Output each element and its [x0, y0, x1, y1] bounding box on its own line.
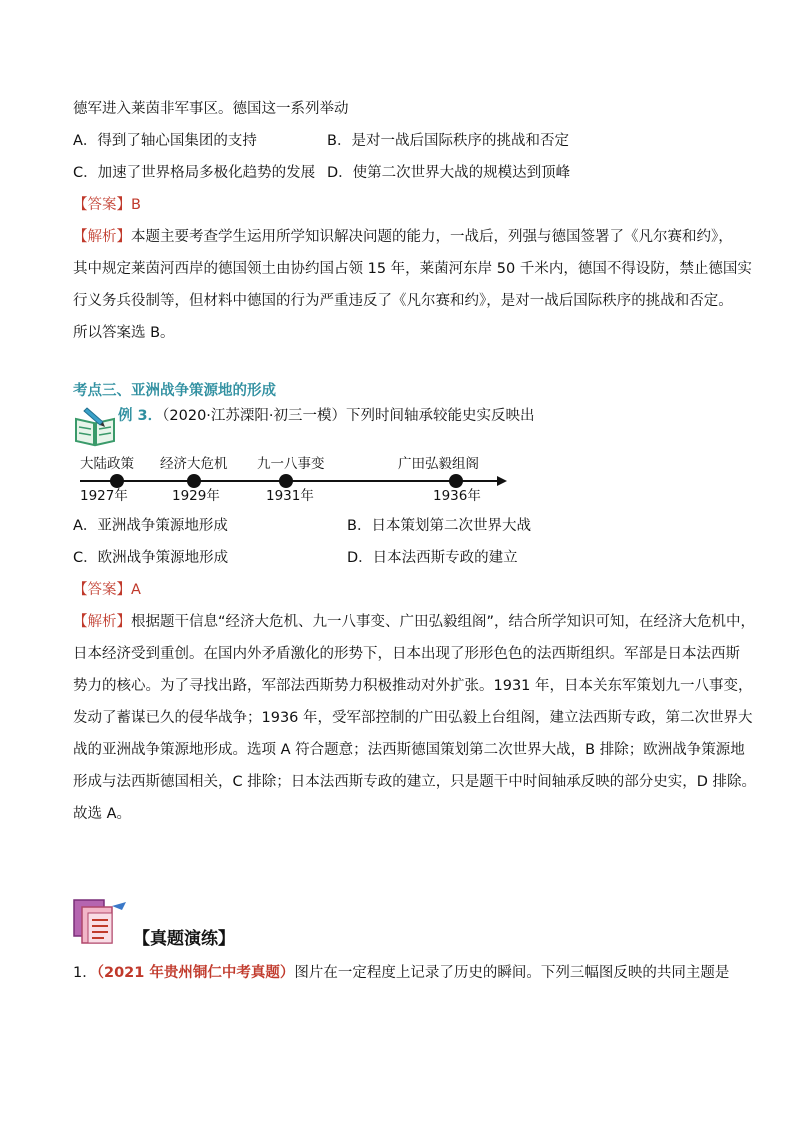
answer-label: 【答案】 — [73, 197, 131, 213]
analysis-line-3: 行义务兵役制等，但材料中德国的行为严重违反了《凡尔赛和约》，是对一战后国际秩序的挑战和否定。 — [73, 293, 733, 309]
question-stem: 图片在一定程度上记录了历史的瞬间。下列三幅图反映的共同主题是 — [294, 965, 730, 981]
analysis-label: 【解析】 — [73, 614, 131, 630]
question-source: （2021 年贵州铜仁中考真题） — [96, 965, 295, 981]
timeline-arrow — [497, 476, 507, 486]
analysis-line-4: 所以答案选 B。 — [73, 325, 175, 341]
intro-line: 德军进入莱茵非军事区。德国这一系列举动 — [73, 101, 349, 117]
analysis-line-1 — [73, 227, 733, 247]
timeline-dot-1931 — [279, 474, 293, 488]
example-stem — [118, 406, 535, 426]
option-b: B．是对一战后国际秩序的挑战和否定 — [327, 133, 569, 149]
timeline-dot-1929 — [187, 474, 201, 488]
analysis-line-6: 形成与法西斯德国相关，C 排除；日本法西斯专政的建立，只是题干中时间轴承反映的部分史实，D 排除。 — [73, 774, 757, 790]
practice-title: 【真题演练】 — [133, 929, 235, 949]
answer-row — [73, 580, 141, 600]
example-source: （2020·江苏溧阳·初三一模） — [162, 408, 347, 424]
analysis-label: 【解析】 — [73, 229, 131, 245]
timeline-year-label: 1936年 — [433, 488, 481, 504]
analysis-line-2: 日本经济受到重创。在国内外矛盾激化的形势下，日本出现了形形色色的法西斯组织。军部是日本法西斯 — [73, 646, 740, 662]
analysis-text: 本题主要考查学生运用所学知识解决问题的能力，一战后，列强与德国签署了《凡尔赛和约》， — [131, 229, 733, 245]
option-a: A．得到了轴心国集团的支持 — [73, 133, 257, 149]
option-c: C．加速了世界格局多极化趋势的发展 — [73, 165, 316, 181]
answer-label: 【答案】 — [73, 582, 131, 598]
answer-row — [73, 195, 141, 215]
option-c: C．欧洲战争策源地形成 — [73, 550, 229, 566]
section-title: 考点三、亚洲战争策源地的形成 — [73, 383, 276, 399]
example-question: 下列时间轴承较能史实反映出 — [346, 408, 535, 424]
book-pencil-icon — [73, 405, 117, 447]
timeline-year-label: 1927年 — [80, 488, 128, 504]
option-a: A．亚洲战争策源地形成 — [73, 518, 228, 534]
document-stack-icon — [72, 898, 132, 948]
answer-value: A — [131, 582, 141, 598]
analysis-line-4: 发动了蓄谋已久的侵华战争；1936 年，受军部控制的广田弘毅上台组阁，建立法西斯专政，第二次世界大 — [73, 710, 753, 726]
question-1 — [73, 963, 729, 983]
timeline-dot-1936 — [449, 474, 463, 488]
analysis-line-5: 战的亚洲战争策源地形成。选项 A 符合题意；法西斯德国策划第二次世界大战，B 排除；欧洲战争策源地 — [73, 742, 745, 758]
analysis-line-7: 故选 A。 — [73, 806, 132, 822]
option-d: D．日本法西斯专政的建立 — [347, 550, 518, 566]
answer-value: B — [131, 197, 141, 213]
timeline-year-label: 1929年 — [172, 488, 220, 504]
question-number: 1． — [73, 965, 97, 981]
analysis-line-3: 势力的核心。为了寻找出路，军部法西斯势力积极推动对外扩张。1931 年，日本关东军策划九一八事变， — [73, 678, 753, 694]
option-d: D．使第二次世界大战的规模达到顶峰 — [327, 165, 571, 181]
timeline-event-label: 大陆政策 — [80, 456, 134, 472]
timeline-event-label: 广田弘毅组阁 — [398, 456, 479, 472]
example-label: 例 3． — [118, 408, 163, 424]
analysis-line-1 — [73, 612, 755, 632]
analysis-line-2: 其中规定莱茵河西岸的德国领土由协约国占领 15 年，莱菌河东岸 50 千米内，德国不得设防，禁止德国实 — [73, 261, 752, 277]
timeline-year-label: 1931年 — [266, 488, 314, 504]
option-b: B．日本策划第二次世界大战 — [347, 518, 531, 534]
analysis-text: 根据题干信息“经济大危机、九一八事变、广田弘毅组阁”，结合所学知识可知，在经济大危机中， — [131, 614, 756, 630]
timeline-event-label: 九一八事变 — [257, 456, 325, 472]
timeline-dot-1927 — [110, 474, 124, 488]
timeline-event-label: 经济大危机 — [160, 456, 228, 472]
